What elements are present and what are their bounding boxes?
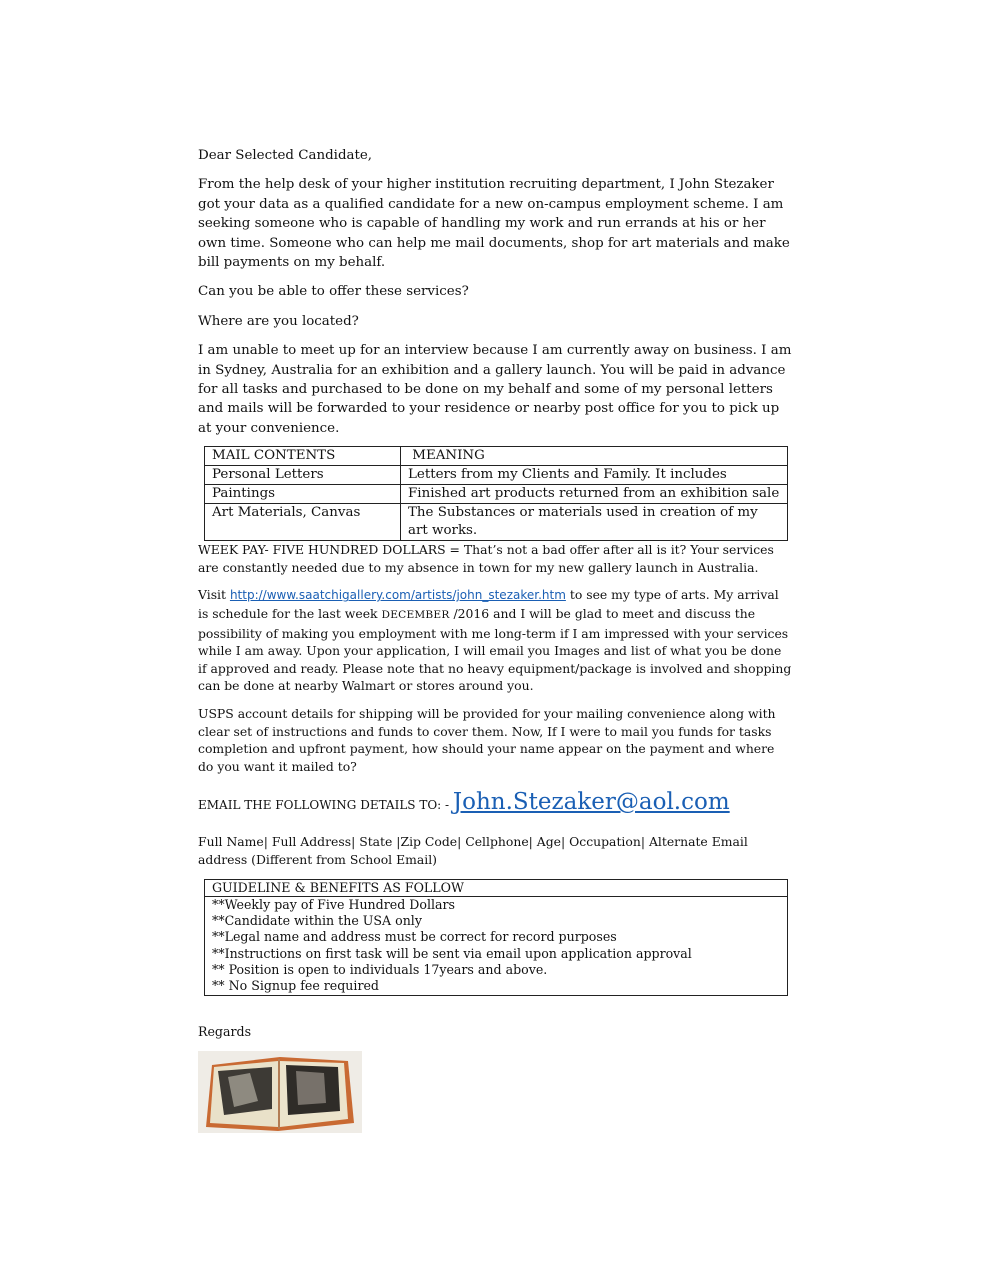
question-location: Where are you located? [198,313,359,329]
intro-paragraph: From the help desk of your higher institution recruiting department, I John Stezaker got your data as a qualified candidate for a new on-campus employment scheme. I am seeking someone who is capable of handling my work and run errands at his or her own time. Someone who can help me mail documents, shop for art materials and make bill payments on my behalf. [198,177,790,271]
table-cell: Finished art products returned from an exhibition sale [401,485,788,504]
usps-paragraph: USPS account details for shipping will be provided for your mailing convenience along with clear set of instructions and funds to cover them. Now, If I were to mail you funds for tasks completion and upfront payment, how should your name appear on the payment and where do you want it mailed to? [198,706,776,774]
email-label: EMAIL THE FOLLOWING DETAILS TO: - [198,798,453,813]
visit-text-b: /2016 and I will be glad to meet and discuss the possibility of making you employment with me long-term if I am impressed with your services while I am away. Upon your application, I will email you Images and list of what you be done if approved and ready. Please note that no heavy equipment/package is involved and shopping can be done at nearby Walmart or stores around you. [198,606,792,694]
table-cell: Art Materials, Canvas [205,504,401,541]
table-header-cell: MEANING [401,447,788,466]
table-cell: Personal Letters [205,466,401,485]
table-row [205,485,788,504]
email-line [198,789,792,815]
regards: Regards [198,1023,252,1039]
week-pay-paragraph: WEEK PAY- FIVE HUNDRED DOLLARS = That’s not a bad offer after all is it? Your services are constantly needed due to my absence in town for my new gallery launch in Australia. [198,542,774,575]
table-cell: The Substances or materials used in creation of my art works. [401,504,788,541]
details-paragraph: Full Name| Full Address| State |Zip Code| Cellphone| Age| Occupation| Alternate Email address (Different from School Email) [198,834,748,867]
letter [198,146,792,1133]
salutation: Dear Selected Candidate, [198,148,373,163]
mail-contents-table [204,446,788,541]
location-paragraph: I am unable to meet up for an interview because I am currently away on business. I am in Sydney, Australia for an exhibition and a gallery launch. You will be paid in advance for all tasks and purchased to be done on my behalf and some of my personal letters and mails will be forwarded to your residence or nearby post office for you to pick up at your convenience. [198,343,792,436]
guideline-item: **Instructions on first task will be sent via email upon application approval [212,945,692,961]
guideline-item: **Weekly pay of Five Hundred Dollars [212,896,455,912]
guideline-box [204,879,788,996]
guideline-item: ** No Signup fee required [212,978,379,994]
guideline-item: **Legal name and address must be correct for record purposes [212,929,617,945]
art-book-image [198,1051,362,1133]
gallery-link[interactable]: http://www.saatchigallery.com/artists/john_stezaker.htm [229,588,566,603]
table-cell: Paintings [205,485,401,504]
table-row [205,504,788,541]
visit-text-a: to see my type of arts. My arrival is schedule for the last week [198,587,779,622]
visit-paragraph [198,586,792,695]
guideline-header: GUIDELINE & BENEFITS AS FOLLOW [205,880,787,897]
email-link[interactable]: John.Stezaker@aol.com [452,789,730,816]
visit-prefix: Visit [198,587,230,603]
table-cell: Letters from my Clients and Family. It includes [401,466,788,485]
table-row [205,466,788,485]
visit-month: DECEMBER [381,609,450,622]
question-services: Can you be able to offer these services? [198,284,469,300]
open-book-illustration [198,1051,362,1133]
guideline-item: **Candidate within the USA only [212,913,422,929]
guideline-item: ** Position is open to individuals 17years and above. [212,962,548,978]
table-header-cell: MAIL CONTENTS [205,447,401,466]
table-header-row [205,447,788,466]
